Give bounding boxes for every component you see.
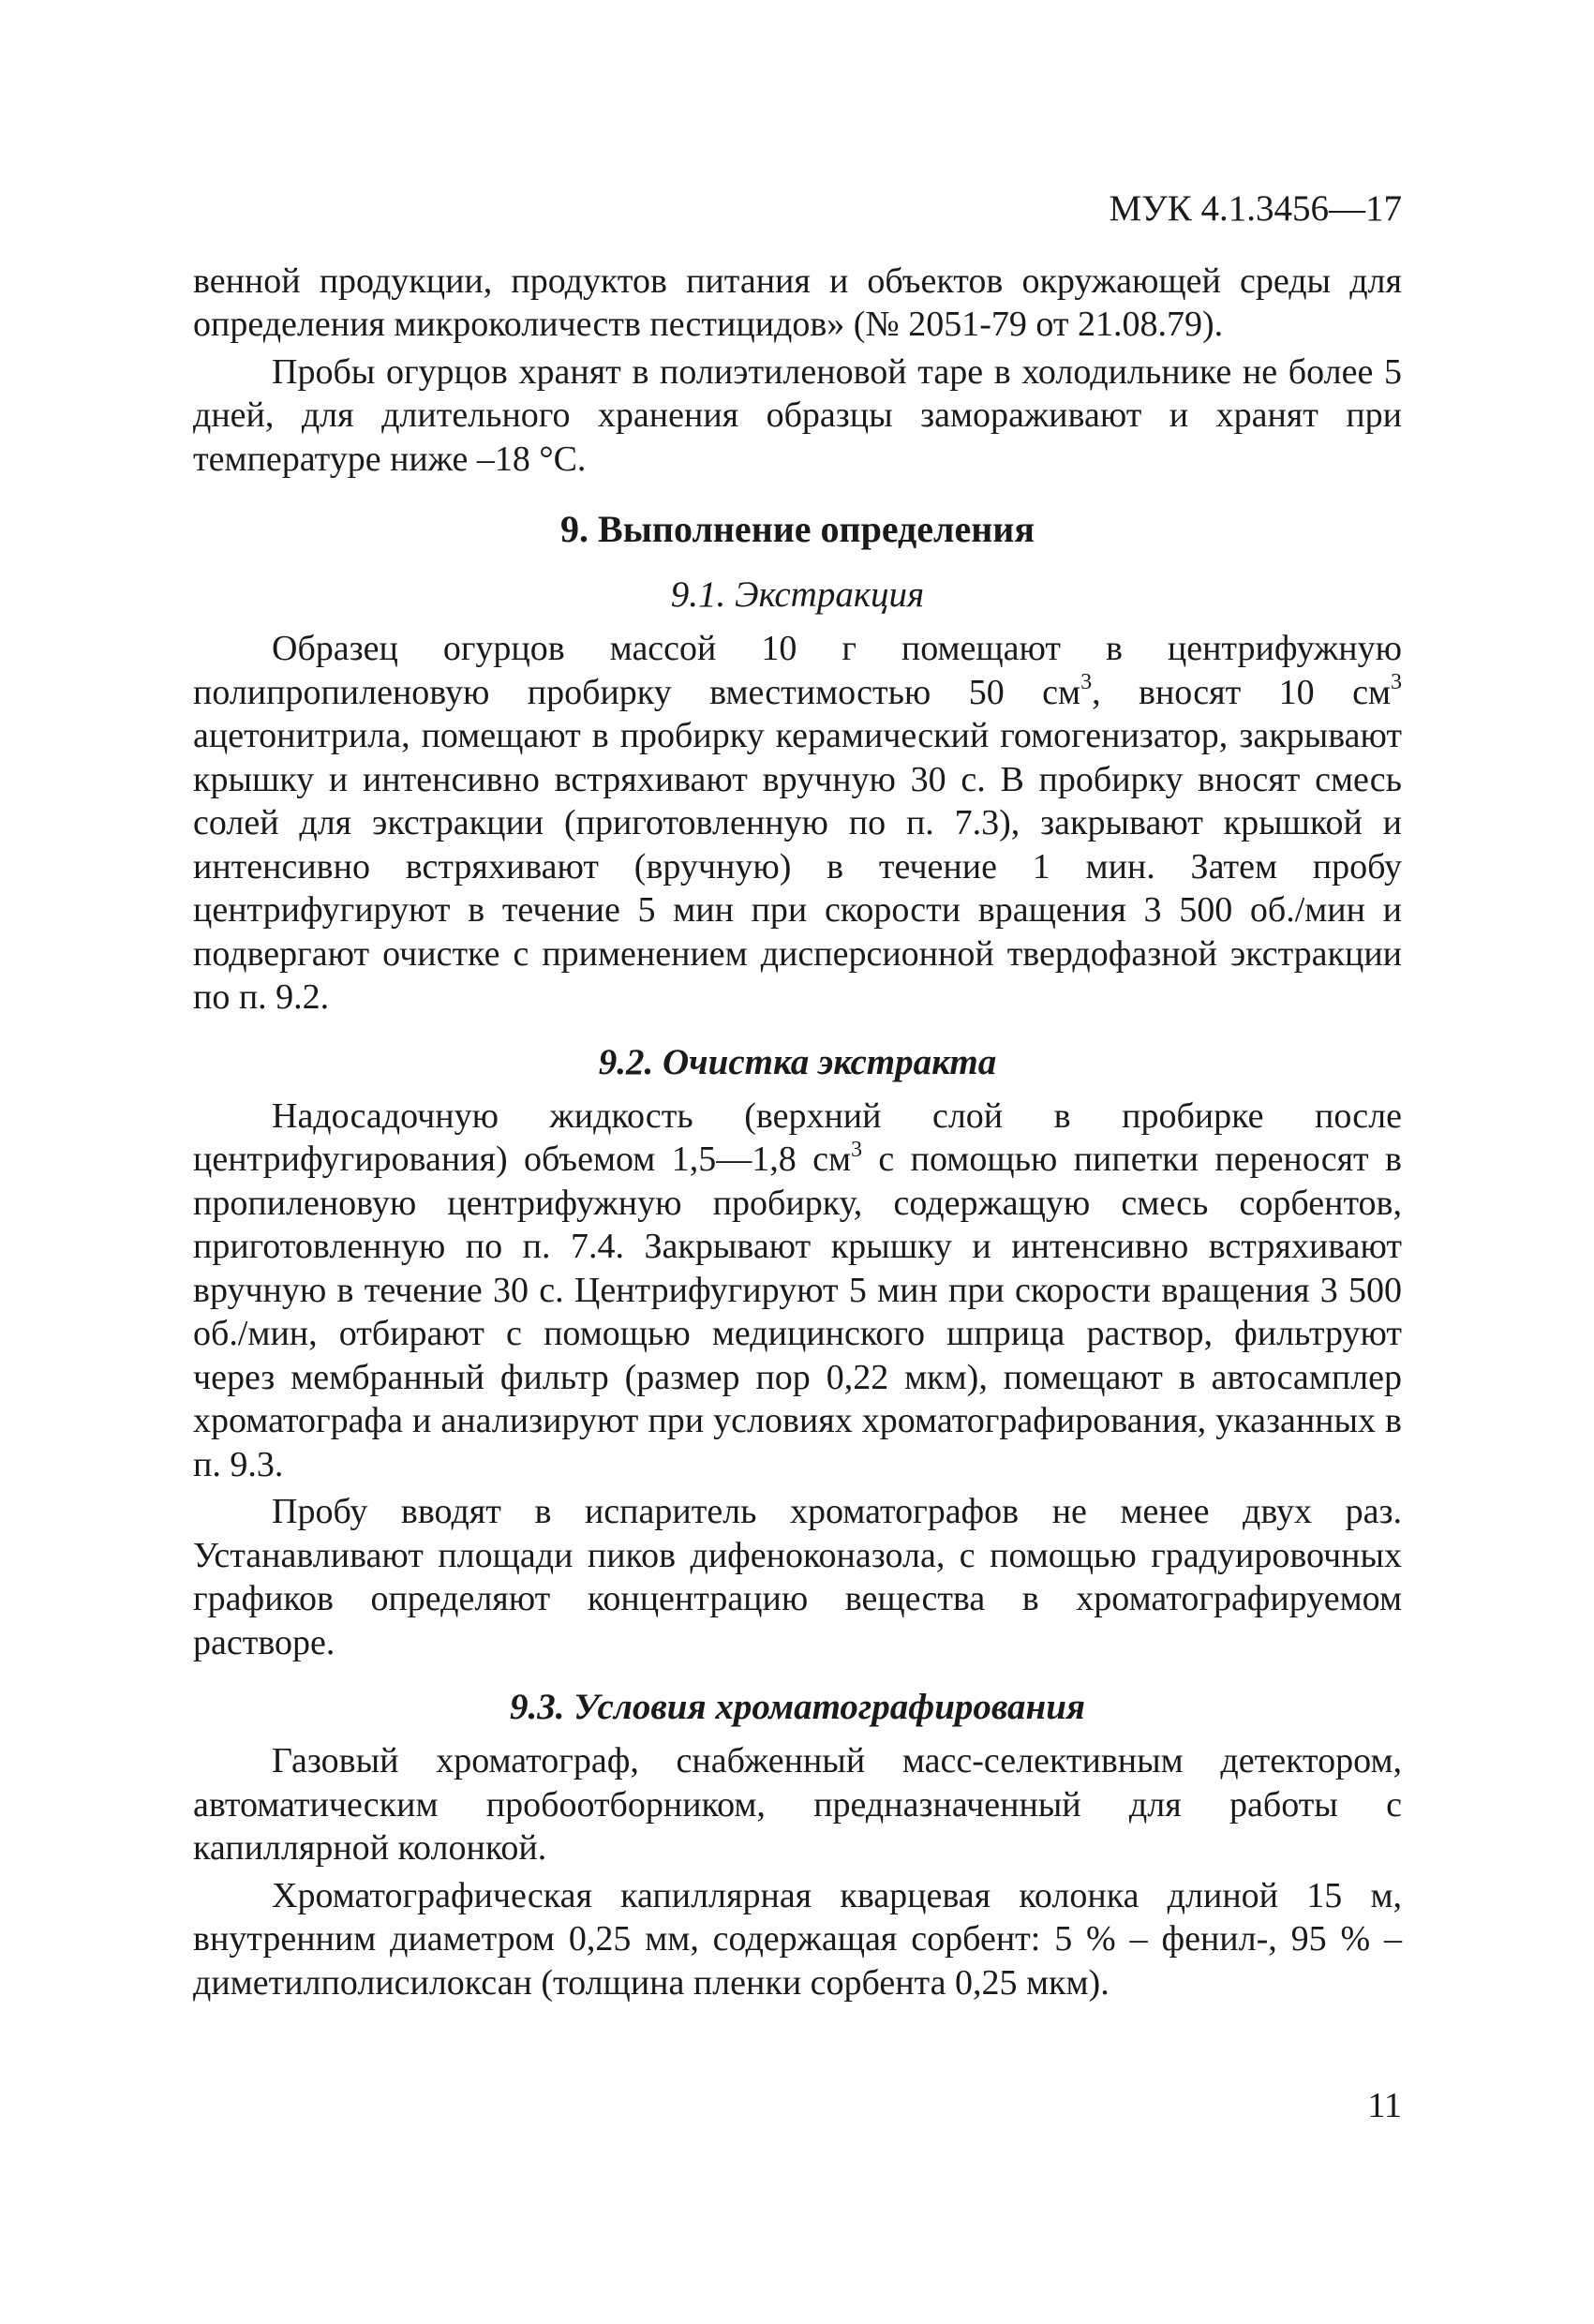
cleanup-text-a: Надосадочную жидкость (верхний слой в пробирке после центрифугирования) объемом 1,5—1,8 см [193,1095,1402,1180]
page-number: 11 [1367,2086,1402,2125]
paragraph-chromatograph: Газовый хроматограф, снабженный масс-селективным детектором, автоматическим пробоотборником, предназначенный для работы с капиллярной колонкой. [193,1741,1402,1869]
superscript-cube: 3 [1391,670,1403,695]
extraction-text-a: Образец огурцов массой 10 г помещают в центрифужную полипропиленовую пробирку вместимостью 50 см [193,629,1402,712]
paragraph-continuation: венной продукции, продуктов питания и объектов окружающей среды для определения микроколичеств пестицидов» (№ 2051-79 от 21.08.79). [193,261,1402,345]
paragraph-injection: Пробу вводят в испаритель хроматографов не менее двух раз. Устанавливают площади пиков дифеноконазола, с помощью градуировочных графиков определяют концентрацию вещества в хроматографируемом растворе. [193,1492,1402,1662]
section-title-9: 9. Выполнение определения [560,508,1035,551]
subsection-title-9-3: 9.3. Условия хроматографирования [510,1687,1085,1728]
paragraph-storage: Пробы огурцов хранят в полиэтиленовой таре в холодильнике не более 5 дней, для длительного хранения образцы замораживают и хранят при температуре ниже –18 °С. [193,351,1402,479]
paragraph-extraction [193,627,1402,1020]
superscript-cube: 3 [1080,670,1093,695]
subsection-title-9-2: 9.2. Очистка экстракта [598,1041,997,1082]
document-page [193,187,1402,2004]
superscript-cube: 3 [851,1137,863,1162]
extraction-text-c: ацетонитрила, помещают в пробирку керамический гомогенизатор, закрывают крышку и интенсивно встряхивают вручную 30 с. В пробирку вносят смесь солей для экстракции (приготовленную по п. 7.3), закрывают крышкой и интенсивно встряхивают (вручную) в течение 1 мин. Затем пробу центрифугируют в течение 5 мин при скорости вращения 3 500 об./мин и подвергают очистке с применением дисперсионной твердофазной экстракции по п. 9.2. [193,716,1402,1018]
cleanup-text-b: с помощью пипетки переносят в пропиленовую центрифужную пробирку, содержащую смесь сорбентов, приготовленную по п. 7.4. Закрывают крышку и интенсивно встряхивают вручную в течение 30 с. Центрифугируют 5 мин при скорости вращения 3 500 об./мин, отбирают с помощью медицинского шприца раствор, фильтруют через мембранный фильтр (размер пор 0,22 мкм), помещают в автосамплер хроматографа и анализируют при условиях хроматографирования, указанных в п. 9.3. [193,1140,1402,1484]
extraction-text-b: , вносят 10 см [1092,672,1392,712]
document-code-header: МУК 4.1.3456—17 [1109,188,1402,229]
paragraph-column: Хроматографическая капиллярная кварцевая колонка длиной 15 м, внутренним диаметром 0,25 мм, содержащая сорбент: 5 % – фенил-, 95 % – диметилполисилоксан (толщина пленки сорбента 0,25 мкм). [193,1875,1402,2003]
subsection-title-9-1: 9.1. Экстракция [670,574,925,616]
paragraph-cleanup [193,1095,1402,1487]
